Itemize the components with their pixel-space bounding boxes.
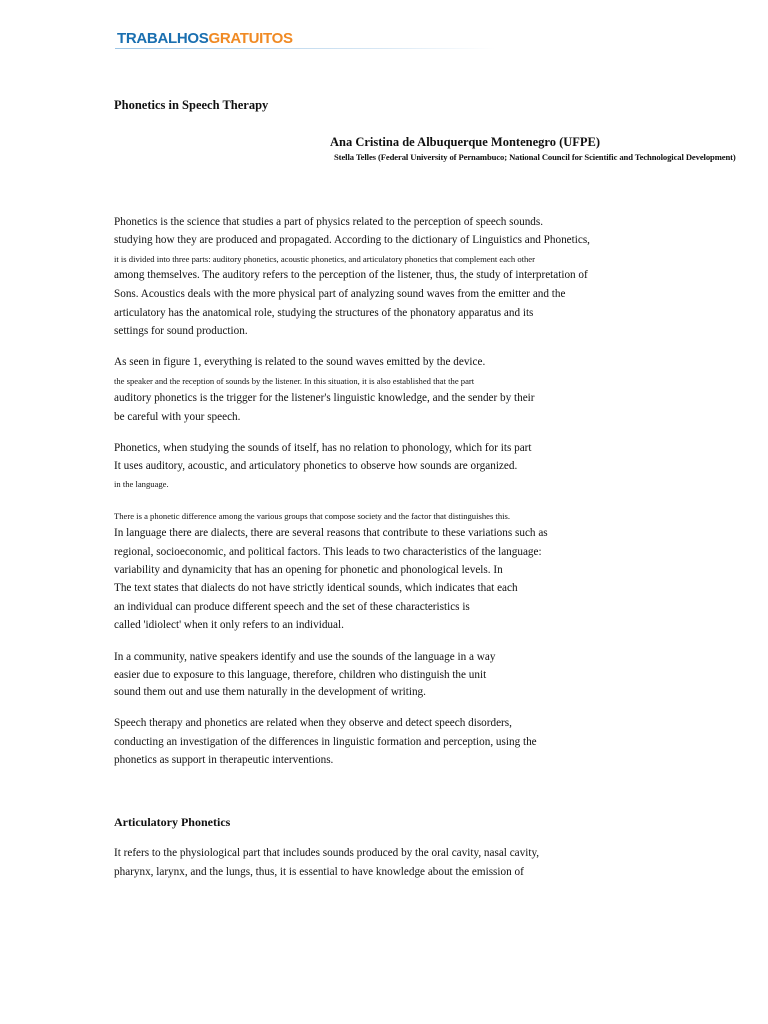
paragraph-4-line: variability and dynamicity that has an opening for phonetic and phonological levels. In (114, 564, 503, 576)
paragraph-3-line: in the language. (114, 479, 169, 489)
paragraph-3-line: Phonetics, when studying the sounds of itself, has no relation to phonology, which for its part (114, 442, 532, 454)
paragraph-1-line: it is divided into three parts: auditory phonetics, acoustic phonetics, and articulatory phonetics that complement each other (114, 254, 535, 264)
paragraph-4-line: In language there are dialects, there are several reasons that contribute to these variations such as (114, 527, 548, 539)
logo-text-trabalhos: TRABALHOS (117, 30, 209, 47)
author-affiliation: Stella Telles (Federal University of Pernambuco; National Council for Scientific and Technological Development) (334, 152, 736, 162)
paragraph-4-line: regional, socioeconomic, and political factors. This leads to two characteristics of the language: (114, 546, 542, 558)
paragraph-6-line: Speech therapy and phonetics are related when they observe and detect speech disorders, (114, 717, 512, 729)
paragraph-5-line: easier due to exposure to this language, therefore, children who distinguish the unit (114, 669, 487, 681)
paragraph-1-line: settings for sound production. (114, 325, 248, 337)
paragraph-7-line: It refers to the physiological part that includes sounds produced by the oral cavity, nasal cavity, (114, 847, 540, 859)
paragraph-4-line: an individual can produce different speech and the set of these characteristics is (114, 601, 470, 613)
paragraph-1-line: among themselves. The auditory refers to the perception of the listener, thus, the study of interpretation of (114, 269, 588, 281)
paragraph-5-line: sound them out and use them naturally in the development of writing. (114, 686, 426, 698)
paragraph-1-line: Sons. Acoustics deals with the more physical part of analyzing sound waves from the emitter and the (114, 288, 566, 300)
paragraph-4-line: The text states that dialects do not have strictly identical sounds, which indicates that each (114, 582, 518, 594)
paragraph-2-line: As seen in figure 1, everything is related to the sound waves emitted by the device. (114, 356, 486, 368)
document-title: Phonetics in Speech Therapy (114, 98, 269, 112)
logo-text-gratuitos: GRATUITOS (208, 30, 293, 47)
paragraph-1-line: Phonetics is the science that studies a part of physics related to the perception of speech sounds. (114, 216, 544, 228)
paragraph-1-line: studying how they are produced and propagated. According to the dictionary of Linguistics and Phonetics, (114, 234, 590, 246)
paragraph-4-line: There is a phonetic difference among the various groups that compose society and the factor that distinguishes this. (114, 511, 511, 521)
paragraph-1-line: articulatory has the anatomical role, studying the structures of the phonatory apparatus and its (114, 307, 534, 319)
paragraph-6-line: phonetics as support in therapeutic interventions. (114, 754, 334, 766)
paragraph-2-line: auditory phonetics is the trigger for the listener's linguistic knowledge, and the sender by their (114, 392, 535, 404)
paragraph-5-line: In a community, native speakers identify and use the sounds of the language in a way (114, 651, 496, 663)
paragraph-7-line: pharynx, larynx, and the lungs, thus, it is essential to have knowledge about the emission of (114, 866, 524, 878)
header-divider (115, 48, 495, 49)
author-name: Ana Cristina de Albuquerque Montenegro (UFPE) (330, 135, 601, 149)
paragraph-2-line: be careful with your speech. (114, 411, 241, 423)
paragraph-3-line: It uses auditory, acoustic, and articulatory phonetics to observe how sounds are organized. (114, 460, 518, 472)
site-logo[interactable] (117, 29, 293, 49)
paragraph-4-line: called 'idiolect' when it only refers to an individual. (114, 619, 344, 631)
section-heading: Articulatory Phonetics (114, 815, 231, 829)
paragraph-2-line: the speaker and the reception of sounds by the listener. In this situation, it is also established that the part (114, 376, 475, 386)
paragraph-6-line: conducting an investigation of the differences in linguistic formation and perception, using the (114, 736, 537, 748)
